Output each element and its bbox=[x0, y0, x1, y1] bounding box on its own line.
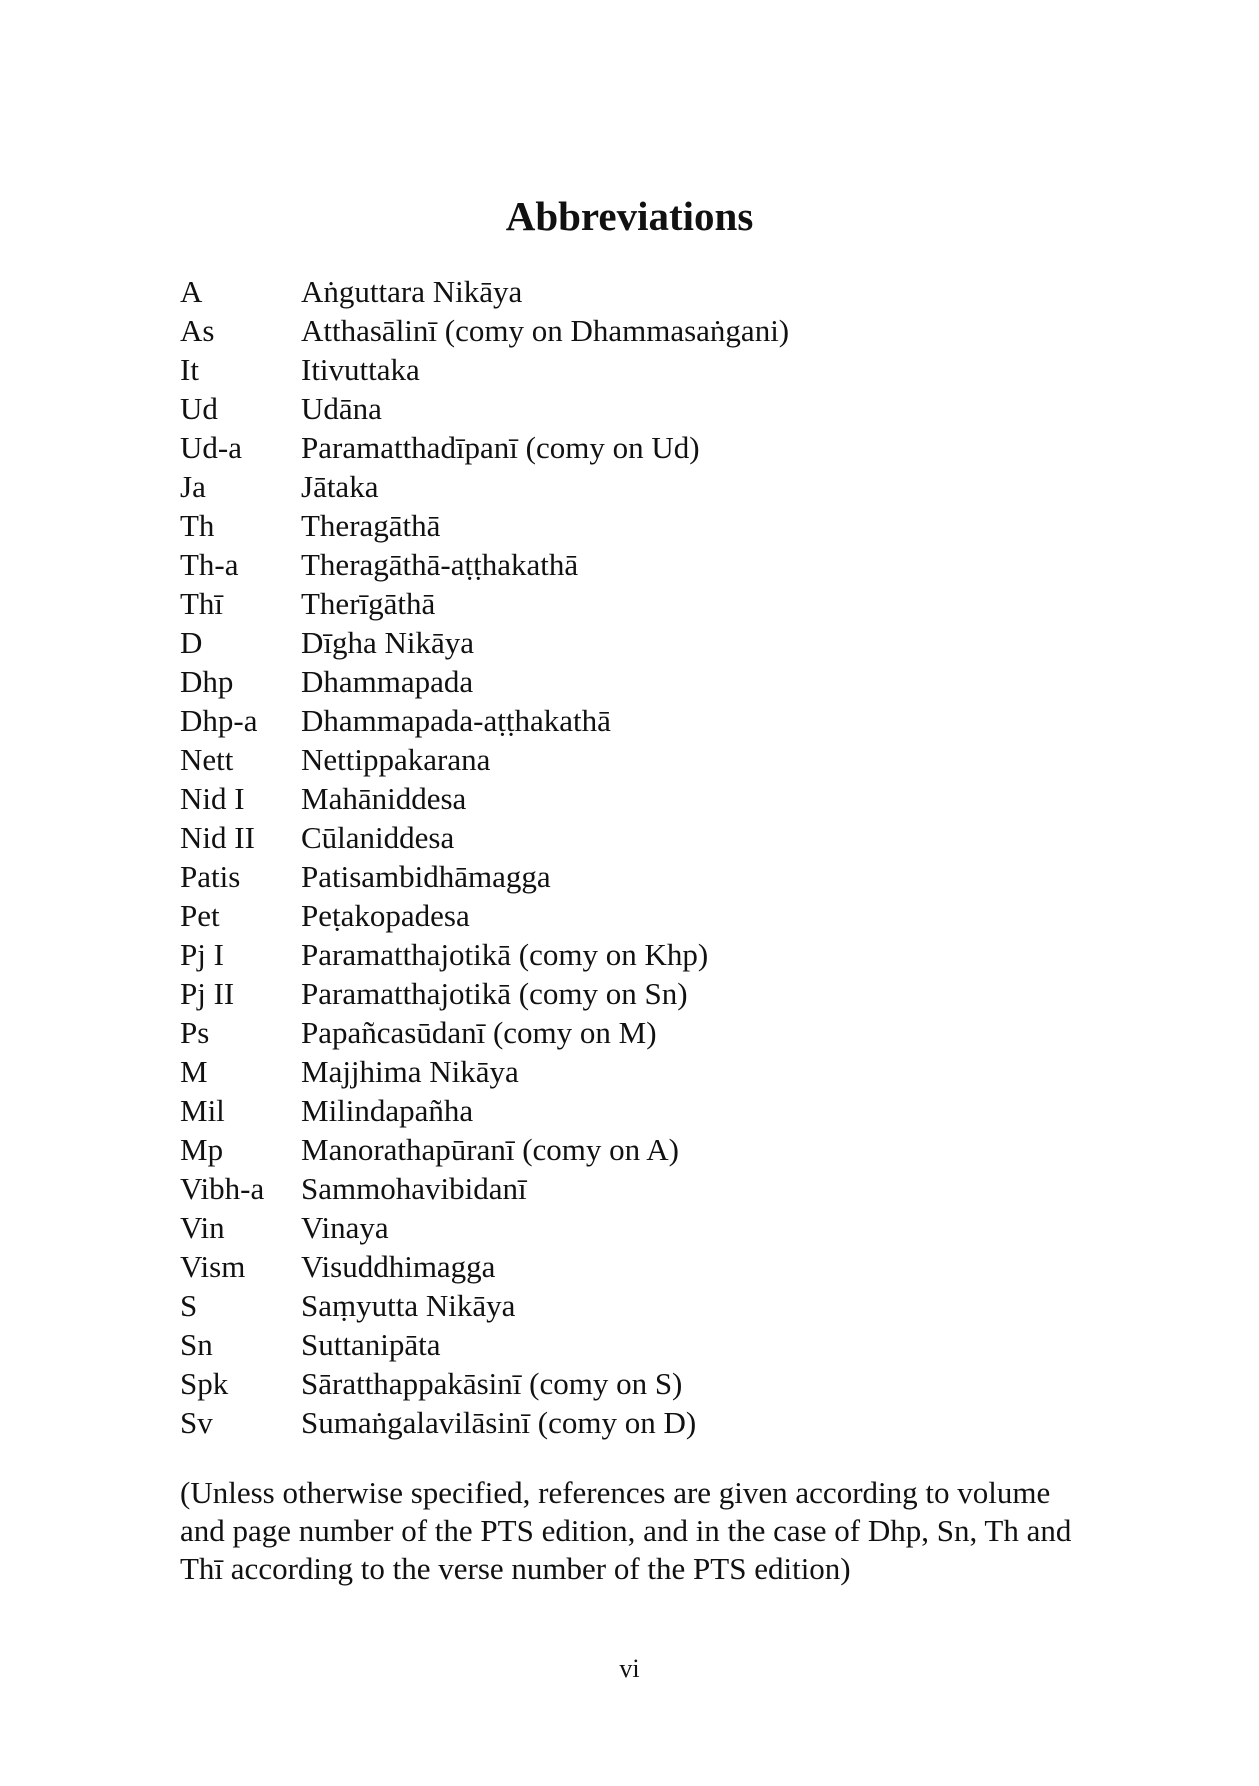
abbreviation-code: As bbox=[180, 313, 215, 348]
abbreviation-code: D bbox=[180, 625, 203, 660]
abbreviation-code: Ud bbox=[180, 391, 218, 426]
abbreviation-title: Majjhima Nikāya bbox=[301, 1054, 519, 1089]
abbreviation-title: Milindapañha bbox=[301, 1093, 474, 1128]
abbreviation-title: Atthasālinī (comy on Dhammasaṅgani) bbox=[301, 313, 790, 348]
abbreviation-title: Nettippakarana bbox=[301, 742, 491, 777]
abbreviation-code: Ps bbox=[180, 1015, 210, 1050]
abbreviation-code: M bbox=[180, 1054, 208, 1089]
abbreviation-title: Papañcasūdanī (comy on M) bbox=[301, 1015, 657, 1050]
abbreviation-title: Paramatthajotikā (comy on Sn) bbox=[301, 976, 688, 1011]
page-number: vi bbox=[619, 1654, 640, 1683]
abbreviation-title: Paramatthajotikā (comy on Khp) bbox=[301, 937, 709, 972]
abbreviation-code: Sn bbox=[180, 1327, 213, 1362]
abbreviation-code: It bbox=[180, 352, 199, 387]
abbreviation-title: Dhammapada-aṭṭhakathā bbox=[301, 703, 611, 738]
abbreviation-code: Nett bbox=[180, 742, 234, 777]
abbreviation-code: Mil bbox=[180, 1093, 225, 1128]
abbreviation-title: Sāratthappakāsinī (comy on S) bbox=[301, 1366, 683, 1401]
abbreviation-title: Peṭakopadesa bbox=[301, 898, 470, 933]
abbreviation-title: Sammohavibidanī bbox=[301, 1171, 527, 1206]
abbreviation-code: Pet bbox=[180, 898, 220, 933]
abbreviation-title: Sumaṅgalavilāsinī (comy on D) bbox=[301, 1405, 697, 1440]
abbreviation-code: Spk bbox=[180, 1366, 229, 1401]
abbreviation-title: Itivuttaka bbox=[301, 352, 420, 387]
abbreviation-title: Visuddhimagga bbox=[301, 1249, 496, 1284]
abbreviation-code: Vin bbox=[180, 1210, 225, 1245]
abbreviation-code: Ud-a bbox=[180, 430, 242, 465]
abbreviation-title: Patisambidhāmagga bbox=[301, 859, 551, 894]
abbreviation-code: Sv bbox=[180, 1405, 213, 1440]
abbreviation-code: Th bbox=[180, 508, 215, 543]
abbreviation-code: Thī bbox=[180, 586, 224, 621]
abbreviation-title: Dhammapada bbox=[301, 664, 474, 699]
abbreviation-code: Nid II bbox=[180, 820, 255, 855]
abbreviation-title: Vinaya bbox=[301, 1210, 389, 1245]
page-title: Abbreviations bbox=[505, 193, 754, 239]
abbreviation-title: Therīgāthā bbox=[301, 586, 436, 621]
abbreviation-title: Jātaka bbox=[301, 469, 379, 504]
abbreviation-title: Saṃyutta Nikāya bbox=[301, 1288, 516, 1323]
abbreviation-code: Pj I bbox=[180, 937, 224, 972]
abbreviation-code: Dhp bbox=[180, 664, 234, 699]
abbreviation-code: A bbox=[180, 274, 203, 309]
abbreviation-title: Suttanipāta bbox=[301, 1327, 441, 1362]
abbreviation-title: Aṅguttara Nikāya bbox=[301, 274, 523, 309]
abbreviation-title: Cūlaniddesa bbox=[301, 820, 455, 855]
abbreviation-code: Pj II bbox=[180, 976, 235, 1011]
abbreviation-code: S bbox=[180, 1288, 198, 1323]
abbreviation-code: Vism bbox=[180, 1249, 246, 1284]
references-note: (Unless otherwise specified, references are given according to volume and page number of the PTS edition, and in the case of Dhp, Sn, Th and Thī according to the verse number of the PTS edition) bbox=[180, 1475, 1072, 1586]
abbreviation-code: Mp bbox=[180, 1132, 224, 1167]
abbreviation-code: Th-a bbox=[180, 547, 239, 582]
abbreviation-title: Manorathapūranī (comy on A) bbox=[301, 1132, 679, 1167]
abbreviation-code: Vibh-a bbox=[180, 1171, 265, 1206]
abbreviation-code: Patis bbox=[180, 859, 241, 894]
abbreviation-code: Dhp-a bbox=[180, 703, 258, 738]
abbreviation-title: Paramatthadīpanī (comy on Ud) bbox=[301, 430, 700, 465]
abbreviation-title: Theragāthā-aṭṭhakathā bbox=[301, 547, 579, 582]
abbreviation-title: Dīgha Nikāya bbox=[301, 625, 475, 660]
abbreviation-title: Theragāthā bbox=[301, 508, 441, 543]
abbreviation-code: Nid I bbox=[180, 781, 245, 816]
abbreviation-code: Ja bbox=[180, 469, 206, 504]
abbreviation-title: Mahāniddesa bbox=[301, 781, 467, 816]
abbreviation-title: Udāna bbox=[301, 391, 382, 426]
